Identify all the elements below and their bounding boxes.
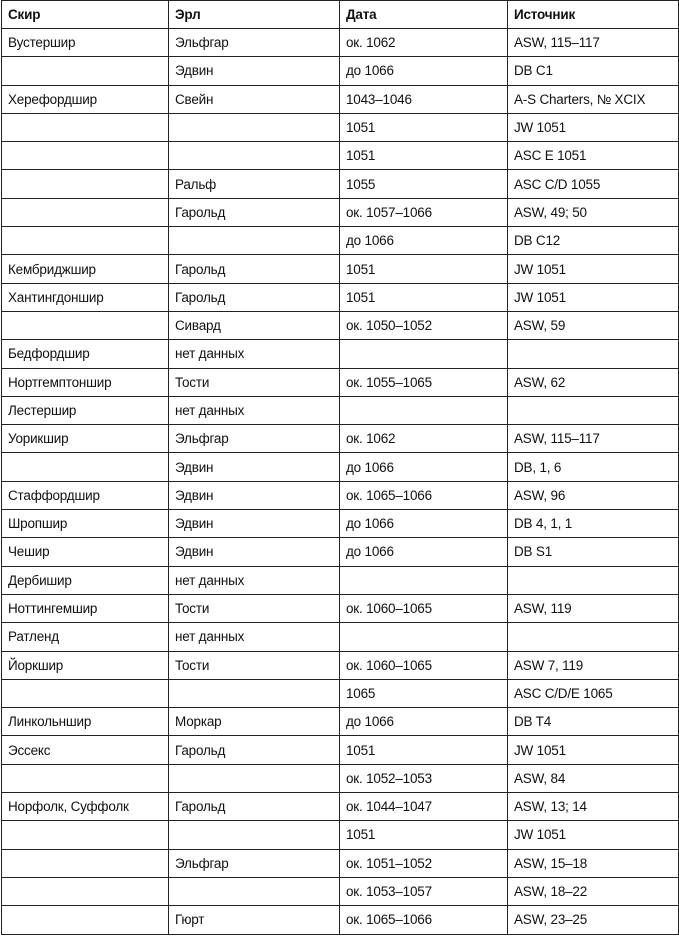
table-row [2, 651, 679, 679]
date-cell: 1051 [340, 255, 508, 283]
table-row [2, 679, 679, 707]
earl-cell: Гарольд [169, 793, 340, 821]
earl-cell: Ральф [169, 170, 340, 198]
shire-cell: Херефордшир [2, 85, 169, 113]
earl-cell: Эдвин [169, 57, 340, 85]
source-cell: ASW, 49; 50 [508, 198, 679, 226]
shire-cell [2, 170, 169, 198]
table-row [2, 453, 679, 481]
table-row [2, 736, 679, 764]
date-cell: ок. 1051–1052 [340, 849, 508, 877]
earl-cell: Гарольд [169, 198, 340, 226]
table-row [2, 283, 679, 311]
shire-cell [2, 453, 169, 481]
source-cell: ASW, 115–117 [508, 29, 679, 57]
table-row [2, 311, 679, 339]
table-row [2, 170, 679, 198]
source-cell: ASW, 23–25 [508, 906, 679, 934]
source-cell: ASC E 1051 [508, 142, 679, 170]
source-cell [508, 623, 679, 651]
shire-cell [2, 877, 169, 905]
source-cell: ASW, 18–22 [508, 877, 679, 905]
date-cell: 1051 [340, 821, 508, 849]
source-cell: JW 1051 [508, 283, 679, 311]
source-cell: A-S Charters, № XCIX [508, 85, 679, 113]
table-row [2, 793, 679, 821]
shire-cell: Эссекс [2, 736, 169, 764]
column-header-earl: Эрл [169, 1, 340, 29]
shire-cell: Шропшир [2, 510, 169, 538]
date-cell: 1051 [340, 113, 508, 141]
earl-cell: Сивард [169, 311, 340, 339]
source-cell: ASW, 13; 14 [508, 793, 679, 821]
earl-cell: Гарольд [169, 736, 340, 764]
shire-cell: Норфолк, Суффолк [2, 793, 169, 821]
earl-cell: Гюрт [169, 906, 340, 934]
date-cell: ок. 1062 [340, 425, 508, 453]
earl-cell: Гарольд [169, 255, 340, 283]
table-row [2, 425, 679, 453]
source-cell: DB C1 [508, 57, 679, 85]
table-row [2, 57, 679, 85]
source-cell: JW 1051 [508, 821, 679, 849]
source-cell: DB S1 [508, 538, 679, 566]
date-cell: ок. 1062 [340, 29, 508, 57]
shire-cell [2, 198, 169, 226]
date-cell: 1051 [340, 142, 508, 170]
shire-cell: Уорикшир [2, 425, 169, 453]
earl-cell: нет данных [169, 566, 340, 594]
date-cell: ок. 1060–1065 [340, 651, 508, 679]
shire-cell: Лестершир [2, 396, 169, 424]
table-row [2, 594, 679, 622]
shire-cell: Йоркшир [2, 651, 169, 679]
source-cell: DB, 1, 6 [508, 453, 679, 481]
shire-cell [2, 311, 169, 339]
header-row [2, 1, 679, 29]
shire-cell: Ноттингемшир [2, 594, 169, 622]
earl-cell: Эдвин [169, 510, 340, 538]
table-row [2, 198, 679, 226]
earl-cell [169, 821, 340, 849]
date-cell [340, 340, 508, 368]
date-cell: ок. 1055–1065 [340, 368, 508, 396]
table-row [2, 368, 679, 396]
earl-cell: Эльфгар [169, 849, 340, 877]
source-cell: DB C12 [508, 227, 679, 255]
table-row [2, 255, 679, 283]
earl-cell [169, 679, 340, 707]
date-cell: ок. 1044–1047 [340, 793, 508, 821]
shire-cell: Кембриджшир [2, 255, 169, 283]
shire-cell [2, 57, 169, 85]
earl-cell [169, 227, 340, 255]
date-cell: 1051 [340, 283, 508, 311]
date-cell: до 1066 [340, 227, 508, 255]
earl-cell: Эльфгар [169, 29, 340, 57]
earl-cell: Тости [169, 651, 340, 679]
earl-cell [169, 764, 340, 792]
shire-cell [2, 849, 169, 877]
table-header [2, 1, 679, 29]
date-cell: 1043–1046 [340, 85, 508, 113]
table-row [2, 623, 679, 651]
earl-cell: Эдвин [169, 538, 340, 566]
source-cell: ASW 7, 119 [508, 651, 679, 679]
table-row [2, 849, 679, 877]
date-cell: ок. 1065–1066 [340, 906, 508, 934]
earl-cell: нет данных [169, 340, 340, 368]
date-cell: до 1066 [340, 453, 508, 481]
date-cell: 1065 [340, 679, 508, 707]
source-cell [508, 566, 679, 594]
table-row [2, 510, 679, 538]
earl-cell: Тости [169, 368, 340, 396]
shire-cell: Ратленд [2, 623, 169, 651]
table-row [2, 481, 679, 509]
source-cell: ASW, 119 [508, 594, 679, 622]
earl-cell: Эдвин [169, 453, 340, 481]
earl-cell: Моркар [169, 708, 340, 736]
source-cell: ASW, 96 [508, 481, 679, 509]
date-cell: ок. 1060–1065 [340, 594, 508, 622]
earl-cell: нет данных [169, 623, 340, 651]
source-cell: ASW, 15–18 [508, 849, 679, 877]
earl-cell [169, 877, 340, 905]
column-header-source: Источник [508, 1, 679, 29]
source-cell: ASW, 62 [508, 368, 679, 396]
earl-cell: Тости [169, 594, 340, 622]
source-cell: DB 4, 1, 1 [508, 510, 679, 538]
table-row [2, 538, 679, 566]
shire-cell: Нортгемптоншир [2, 368, 169, 396]
date-cell: до 1066 [340, 708, 508, 736]
source-cell: ASW, 59 [508, 311, 679, 339]
shire-cell: Линкольншир [2, 708, 169, 736]
earl-cell: Свейн [169, 85, 340, 113]
source-cell: JW 1051 [508, 255, 679, 283]
source-cell: JW 1051 [508, 736, 679, 764]
date-cell: ок. 1050–1052 [340, 311, 508, 339]
source-cell: JW 1051 [508, 113, 679, 141]
shire-cell: Стаффордшир [2, 481, 169, 509]
table-row [2, 764, 679, 792]
date-cell: ок. 1065–1066 [340, 481, 508, 509]
table-row [2, 566, 679, 594]
earl-cell [169, 142, 340, 170]
earls-table [1, 0, 679, 935]
table-row [2, 877, 679, 905]
source-cell [508, 340, 679, 368]
date-cell: до 1066 [340, 57, 508, 85]
date-cell: ок. 1057–1066 [340, 198, 508, 226]
shire-cell [2, 227, 169, 255]
column-header-shire: Скир [2, 1, 169, 29]
shire-cell [2, 906, 169, 934]
date-cell: 1051 [340, 736, 508, 764]
source-cell [508, 396, 679, 424]
date-cell: 1055 [340, 170, 508, 198]
shire-cell [2, 764, 169, 792]
table-body [2, 29, 679, 935]
date-cell: до 1066 [340, 510, 508, 538]
date-cell: до 1066 [340, 538, 508, 566]
shire-cell [2, 113, 169, 141]
earl-cell: нет данных [169, 396, 340, 424]
shire-cell: Хантингдоншир [2, 283, 169, 311]
table-row [2, 227, 679, 255]
earl-cell: Эдвин [169, 481, 340, 509]
table-row [2, 113, 679, 141]
earl-cell: Эльфгар [169, 425, 340, 453]
earl-cell [169, 113, 340, 141]
table-row [2, 708, 679, 736]
date-cell: ок. 1052–1053 [340, 764, 508, 792]
shire-cell [2, 821, 169, 849]
source-cell: ASW, 115–117 [508, 425, 679, 453]
table-row [2, 396, 679, 424]
shire-cell: Дербишир [2, 566, 169, 594]
table-row [2, 906, 679, 934]
shire-cell: Бедфордшир [2, 340, 169, 368]
table-row [2, 142, 679, 170]
table-row [2, 29, 679, 57]
date-cell [340, 623, 508, 651]
shire-cell [2, 679, 169, 707]
date-cell: ок. 1053–1057 [340, 877, 508, 905]
date-cell [340, 396, 508, 424]
table-row [2, 340, 679, 368]
shire-cell: Чешир [2, 538, 169, 566]
source-cell: DB T4 [508, 708, 679, 736]
earl-cell: Гарольд [169, 283, 340, 311]
date-cell [340, 566, 508, 594]
table-row [2, 821, 679, 849]
column-header-date: Дата [340, 1, 508, 29]
table-row [2, 85, 679, 113]
source-cell: ASW, 84 [508, 764, 679, 792]
shire-cell [2, 142, 169, 170]
source-cell: ASC C/D/E 1065 [508, 679, 679, 707]
source-cell: ASC C/D 1055 [508, 170, 679, 198]
shire-cell: Вустершир [2, 29, 169, 57]
